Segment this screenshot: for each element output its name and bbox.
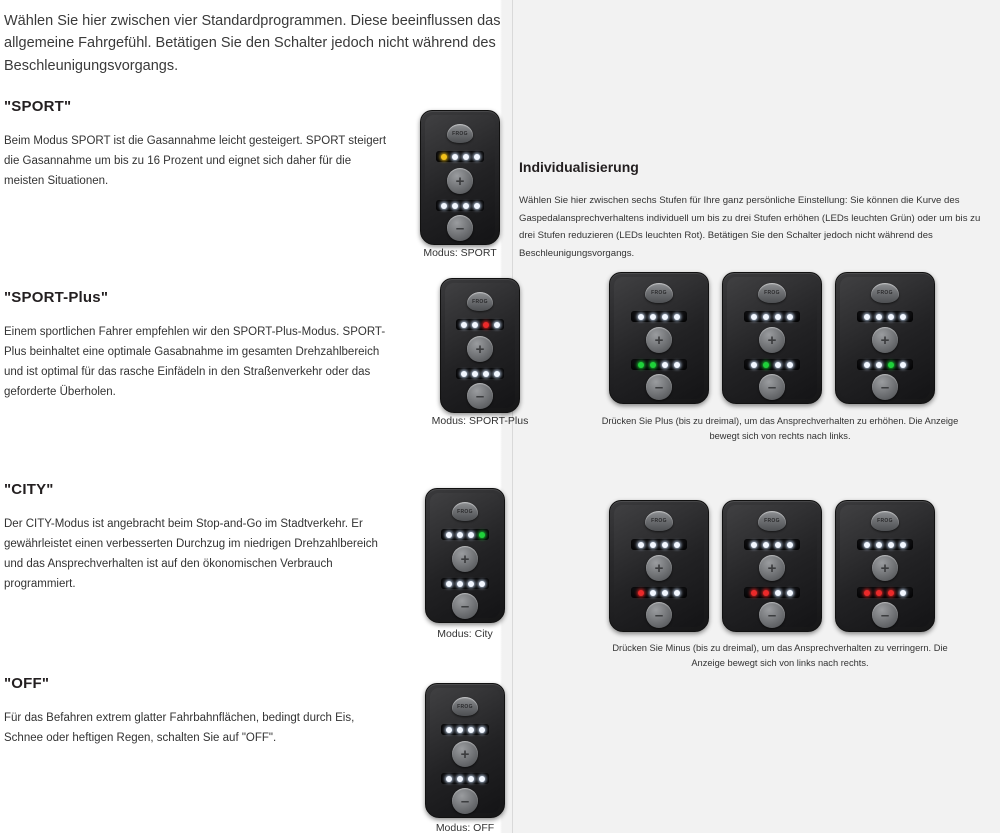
led <box>463 154 469 160</box>
led <box>876 542 882 548</box>
minus-glyph: – <box>654 378 664 396</box>
led <box>787 542 793 548</box>
minus-button[interactable] <box>872 602 898 628</box>
minus-button[interactable] <box>759 374 785 400</box>
frog-logo: FROG <box>871 511 899 531</box>
led-row-bottom <box>631 359 687 370</box>
led <box>468 727 474 733</box>
plus-button[interactable] <box>759 327 785 353</box>
frog-logo: FROG <box>452 697 478 716</box>
device-city <box>425 488 505 623</box>
plus-glyph: + <box>475 340 485 358</box>
right-section-title: Individualisierung <box>519 159 639 175</box>
led <box>775 362 781 368</box>
led <box>674 314 680 320</box>
section-title-sport: "SPORT" <box>4 98 72 115</box>
led <box>457 532 463 538</box>
led-row-bottom <box>436 200 484 211</box>
section-title-off: "OFF" <box>4 675 50 692</box>
led <box>787 314 793 320</box>
led <box>474 154 480 160</box>
minus-button[interactable] <box>452 593 478 619</box>
caption-sport: Modus: SPORT <box>423 247 497 259</box>
minus-glyph: – <box>767 606 777 624</box>
minus-glyph: – <box>880 606 890 624</box>
led <box>457 581 463 587</box>
frog-logo: FROG <box>467 292 493 311</box>
plus-glyph: + <box>880 559 890 577</box>
led <box>751 314 757 320</box>
frog-logo: FROG <box>871 283 899 303</box>
device-minus-1 <box>609 500 709 632</box>
section-title-city: "CITY" <box>4 481 54 498</box>
led-row-bottom <box>456 368 504 379</box>
led <box>441 203 447 209</box>
led <box>787 362 793 368</box>
led <box>457 727 463 733</box>
section-body-city: Der CITY-Modus ist angebracht beim Stop-and-Go im Stadtverkehr. Er gewährleistet einen verbesserten Durchzug im niedrigen Drehzahlbereich und das Ansprechverhalten ist auf den ökonomischen Verbrauch programmiert. <box>4 518 378 591</box>
caption-city: Modus: City <box>437 628 493 640</box>
led <box>888 314 894 320</box>
led <box>446 727 452 733</box>
led <box>479 532 485 538</box>
plus-button[interactable] <box>447 168 473 194</box>
led <box>763 362 769 368</box>
frog-logo: FROG <box>758 283 786 303</box>
minus-glyph: – <box>460 792 470 810</box>
device-plus-3 <box>835 272 935 404</box>
led <box>463 203 469 209</box>
frog-logo: FROG <box>645 511 673 531</box>
led <box>479 581 485 587</box>
led <box>446 776 452 782</box>
led <box>775 314 781 320</box>
minus-glyph: – <box>880 378 890 396</box>
led <box>662 590 668 596</box>
led <box>751 590 757 596</box>
led <box>638 362 644 368</box>
led <box>446 581 452 587</box>
minus-glyph: – <box>455 219 465 237</box>
led-row-top <box>456 319 504 330</box>
plus-glyph: + <box>880 331 890 349</box>
led <box>864 590 870 596</box>
minus-glyph: – <box>460 597 470 615</box>
led <box>763 590 769 596</box>
led-row-top <box>441 724 489 735</box>
led-row-bottom <box>441 773 489 784</box>
plus-button[interactable] <box>452 546 478 572</box>
led-row-top <box>631 539 687 550</box>
led <box>900 362 906 368</box>
led <box>662 542 668 548</box>
led <box>452 203 458 209</box>
frog-logo: FROG <box>447 124 473 143</box>
plus-button[interactable] <box>646 555 672 581</box>
plus-glyph: + <box>767 331 777 349</box>
led <box>468 581 474 587</box>
led <box>472 322 478 328</box>
device-minus-2 <box>722 500 822 632</box>
led <box>775 542 781 548</box>
plus-glyph: + <box>654 559 664 577</box>
led <box>441 154 447 160</box>
led <box>468 776 474 782</box>
right-section-body: Wählen Sie hier zwischen sechs Stufen für Ihre ganz persönliche Einstellung: Sie können die Kurve des Gaspedalansprechverhaltens individuell um bis zu drei Stufen erhöhen (LEDs leuchten Grün) oder um bis zu drei Stufen reduzieren (LEDs leuchten Rot). Betätigen Sie den Schalter jedoch nicht während des Beschleunigungsvorgangs. <box>519 195 981 260</box>
led-row-top <box>436 151 484 162</box>
led <box>650 590 656 596</box>
device-sport-plus <box>440 278 520 413</box>
led-row-bottom <box>857 359 913 370</box>
led <box>483 371 489 377</box>
led <box>479 776 485 782</box>
led <box>864 314 870 320</box>
plus-glyph: + <box>654 331 664 349</box>
frog-logo: FROG <box>645 283 673 303</box>
led <box>876 590 882 596</box>
minus-glyph: – <box>475 387 485 405</box>
minus-button[interactable] <box>452 788 478 814</box>
led-row-top <box>631 311 687 322</box>
led <box>483 322 489 328</box>
minus-button[interactable] <box>646 374 672 400</box>
led <box>638 542 644 548</box>
caption-sport-plus: Modus: SPORT-Plus <box>431 415 529 427</box>
led <box>674 590 680 596</box>
led <box>751 362 757 368</box>
minus-button[interactable] <box>872 374 898 400</box>
section-body-sport-plus: Einem sportlichen Fahrer empfehlen wir den SPORT-Plus-Modus. SPORT-Plus beinhaltet eine optimale Gasabnahme im gesamten Drehzahlbereich und ist optimal für das rasche Einfädeln in den Straßenverkehr oder das geforderte Überholen. <box>4 326 386 399</box>
led <box>864 362 870 368</box>
led <box>876 314 882 320</box>
led <box>751 542 757 548</box>
plus-button[interactable] <box>759 555 785 581</box>
minus-glyph: – <box>654 606 664 624</box>
plus-button[interactable] <box>452 741 478 767</box>
led <box>662 314 668 320</box>
device-plus-1 <box>609 272 709 404</box>
caption-plus-row: Drücken Sie Plus (bis zu dreimal), um das Ansprechverhalten zu erhöhen. Die Anzeige bewegt sich von rechts nach links. <box>601 416 959 441</box>
plus-glyph: + <box>460 745 470 763</box>
led <box>452 154 458 160</box>
plus-button[interactable] <box>467 336 493 362</box>
led <box>494 371 500 377</box>
section-title-sport-plus: "SPORT-Plus" <box>4 289 109 306</box>
led <box>775 590 781 596</box>
frog-logo: FROG <box>452 502 478 521</box>
led <box>650 362 656 368</box>
plus-glyph: + <box>767 559 777 577</box>
led <box>787 590 793 596</box>
intro-paragraph: Wählen Sie hier zwischen vier Standardprogrammen. Diese beeinflussen das allgemeine Fahrgefühl. Betätigen Sie den Schalter jedoch nicht während des Beschleunigungsvorgangs. <box>4 13 501 74</box>
minus-button[interactable] <box>467 383 493 409</box>
minus-button[interactable] <box>646 602 672 628</box>
led-row-top <box>857 539 913 550</box>
led <box>446 532 452 538</box>
led <box>638 314 644 320</box>
led <box>457 776 463 782</box>
plus-glyph: + <box>455 172 465 190</box>
device-sport <box>420 110 500 245</box>
led-row-top <box>744 539 800 550</box>
led-row-top <box>857 311 913 322</box>
led <box>763 542 769 548</box>
device-plus-2 <box>722 272 822 404</box>
led-row-top <box>744 311 800 322</box>
led-row-top <box>441 529 489 540</box>
minus-glyph: – <box>767 378 777 396</box>
section-body-off: Für das Befahren extrem glatter Fahrbahnflächen, bedingt durch Eis, Schnee oder heftigen Regen, schalten Sie auf "OFF". <box>4 712 355 745</box>
led <box>900 542 906 548</box>
led <box>650 542 656 548</box>
plus-button[interactable] <box>646 327 672 353</box>
section-body-sport: Beim Modus SPORT ist die Gasannahme leicht gesteigert. SPORT steigert die Gasannahme um bis zu 16 Prozent und eignet sich daher für die meisten Situationen. <box>4 135 387 188</box>
plus-glyph: + <box>460 550 470 568</box>
led <box>888 362 894 368</box>
caption-minus-row: Drücken Sie Minus (bis zu dreimal), um das Ansprechverhalten zu verringern. Die Anzeige bewegt sich von links nach rechts. <box>612 643 948 668</box>
device-minus-3 <box>835 500 935 632</box>
led-row-bottom <box>857 587 913 598</box>
led <box>763 314 769 320</box>
led-row-bottom <box>441 578 489 589</box>
led <box>494 322 500 328</box>
led <box>662 362 668 368</box>
caption-off: Modus: OFF <box>435 822 495 834</box>
led <box>472 371 478 377</box>
minus-button[interactable] <box>759 602 785 628</box>
led <box>674 542 680 548</box>
led <box>864 542 870 548</box>
led-row-bottom <box>631 587 687 598</box>
led <box>888 542 894 548</box>
minus-button[interactable] <box>447 215 473 241</box>
plus-button[interactable] <box>872 327 898 353</box>
led <box>876 362 882 368</box>
led <box>638 590 644 596</box>
led <box>650 314 656 320</box>
led-row-bottom <box>744 587 800 598</box>
led <box>474 203 480 209</box>
led <box>900 314 906 320</box>
led <box>461 322 467 328</box>
led <box>479 727 485 733</box>
frog-logo: FROG <box>758 511 786 531</box>
led <box>900 590 906 596</box>
plus-button[interactable] <box>872 555 898 581</box>
led <box>888 590 894 596</box>
device-off <box>425 683 505 818</box>
led-row-bottom <box>744 359 800 370</box>
led <box>461 371 467 377</box>
led <box>468 532 474 538</box>
led <box>674 362 680 368</box>
